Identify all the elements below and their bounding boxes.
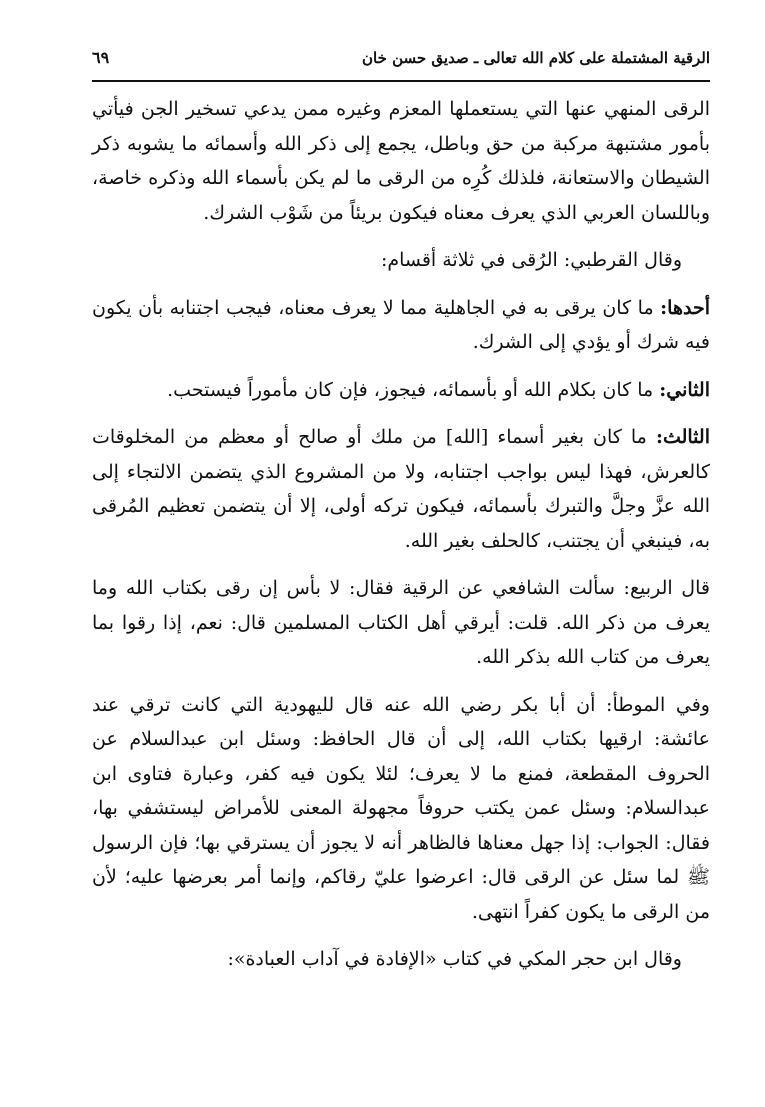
paragraph-text: وفي الموطأ: أن أبا بكر رضي الله عنه قال لليهودية التي كانت ترقي عند عائشة: ارقيها بكتاب الله، إلى أن قال الحافظ: وسئل ابن عبدالسلام عن الحروف المقطعة، فمنع ما لا يعرف؛ لئلا يكون فيه كفر، وعبارة فتاوى ابن عبدالسلام: وسئل عمن يكتب حروفاً مجهولة المعنى للأمراض ليستشفي بها، فقال: الجواب: إذا جهل معناها فالظاهر أنه لا يجوز أن يسترقي بها؛ فإن الرسول ﷺ لما سئل عن الرقى قال: اعرضوا عليّ رقاكم، وإنما أمر بعرضها عليه؛ لأن من الرقى ما يكون كفراً انتهى. xyxy=(92,693,710,923)
paragraph-text: قال الربيع: سألت الشافعي عن الرقية فقال: لا بأس إن رقى بكتاب الله وما يعرف من ذكر الله. قلت: أيرقي أهل الكتاب المسلمين قال: نعم، إذا رقوا بما يعرف من كتاب الله بذكر الله. xyxy=(92,577,710,668)
running-header xyxy=(92,38,710,78)
paragraph-text: وقال القرطبي: الرُقى في ثلاثة أقسام: xyxy=(380,249,682,271)
paragraph-lead: الثالث: xyxy=(655,426,710,448)
paragraph-3 xyxy=(92,291,710,360)
header-title: الرقية المشتملة على كلام الله تعالى ـ صديق حسن خان xyxy=(362,49,710,67)
header-rule xyxy=(92,80,710,82)
paragraph-lead: الثاني: xyxy=(659,378,710,401)
paragraph-4 xyxy=(92,373,710,408)
paragraph-lead: أحدها: xyxy=(660,296,710,319)
paragraph-8 xyxy=(92,942,710,977)
document-page xyxy=(92,38,710,990)
paragraph-text: ما كان بغير أسماء [الله] من ملك أو صالح أو معظم من المخلوقات كالعرش، فهذا ليس بواجب اجتنابه، ولا من المشروع الذي يتضمن الالتجاء إلى الله عزَّ وجلَّ والتبرك بأسمائه، فيكون تركه أولى، إلا أن يتضمن تعظيم المُرقى به، فينبغي أن يجتنب، كالحلف بغير الله. xyxy=(92,426,710,552)
paragraph-text: الرقى المنهي عنها التي يستعملها المعزم وغيره ممن يدعي تسخير الجن فيأتي بأمور مشتبهة مركبة من حق وباطل، يجمع إلى ذكر الله وأسمائه ما يشوبه ذكر الشيطان والاستعانة، فلذلك كُرِه من الرقى ما لم يكن بأسماء الله وذكره خاصة، وباللسان العربي الذي يعرف معناه فيكون بريئاً من شَوْب الشرك. xyxy=(92,98,710,224)
paragraph-2 xyxy=(92,243,710,278)
paragraph-text: ما كان يرقى به في الجاهلية مما لا يعرف معناه، فيجب اجتنابه بأن يكون فيه شرك أو يؤدي إلى الشرك. xyxy=(92,296,710,353)
page-number: ٦٩ xyxy=(92,48,110,67)
paragraph-6 xyxy=(92,571,710,675)
text-body xyxy=(92,92,710,977)
paragraph-text: ما كان بكلام الله أو بأسمائه، فيجوز، فإن كان مأموراً فيستحب. xyxy=(167,378,660,401)
paragraph-1 xyxy=(92,92,710,230)
paragraph-text: وقال ابن حجر المكي في كتاب «الإفادة في آداب العبادة»: xyxy=(227,948,682,970)
paragraph-7 xyxy=(92,688,710,930)
paragraph-5 xyxy=(92,420,710,558)
